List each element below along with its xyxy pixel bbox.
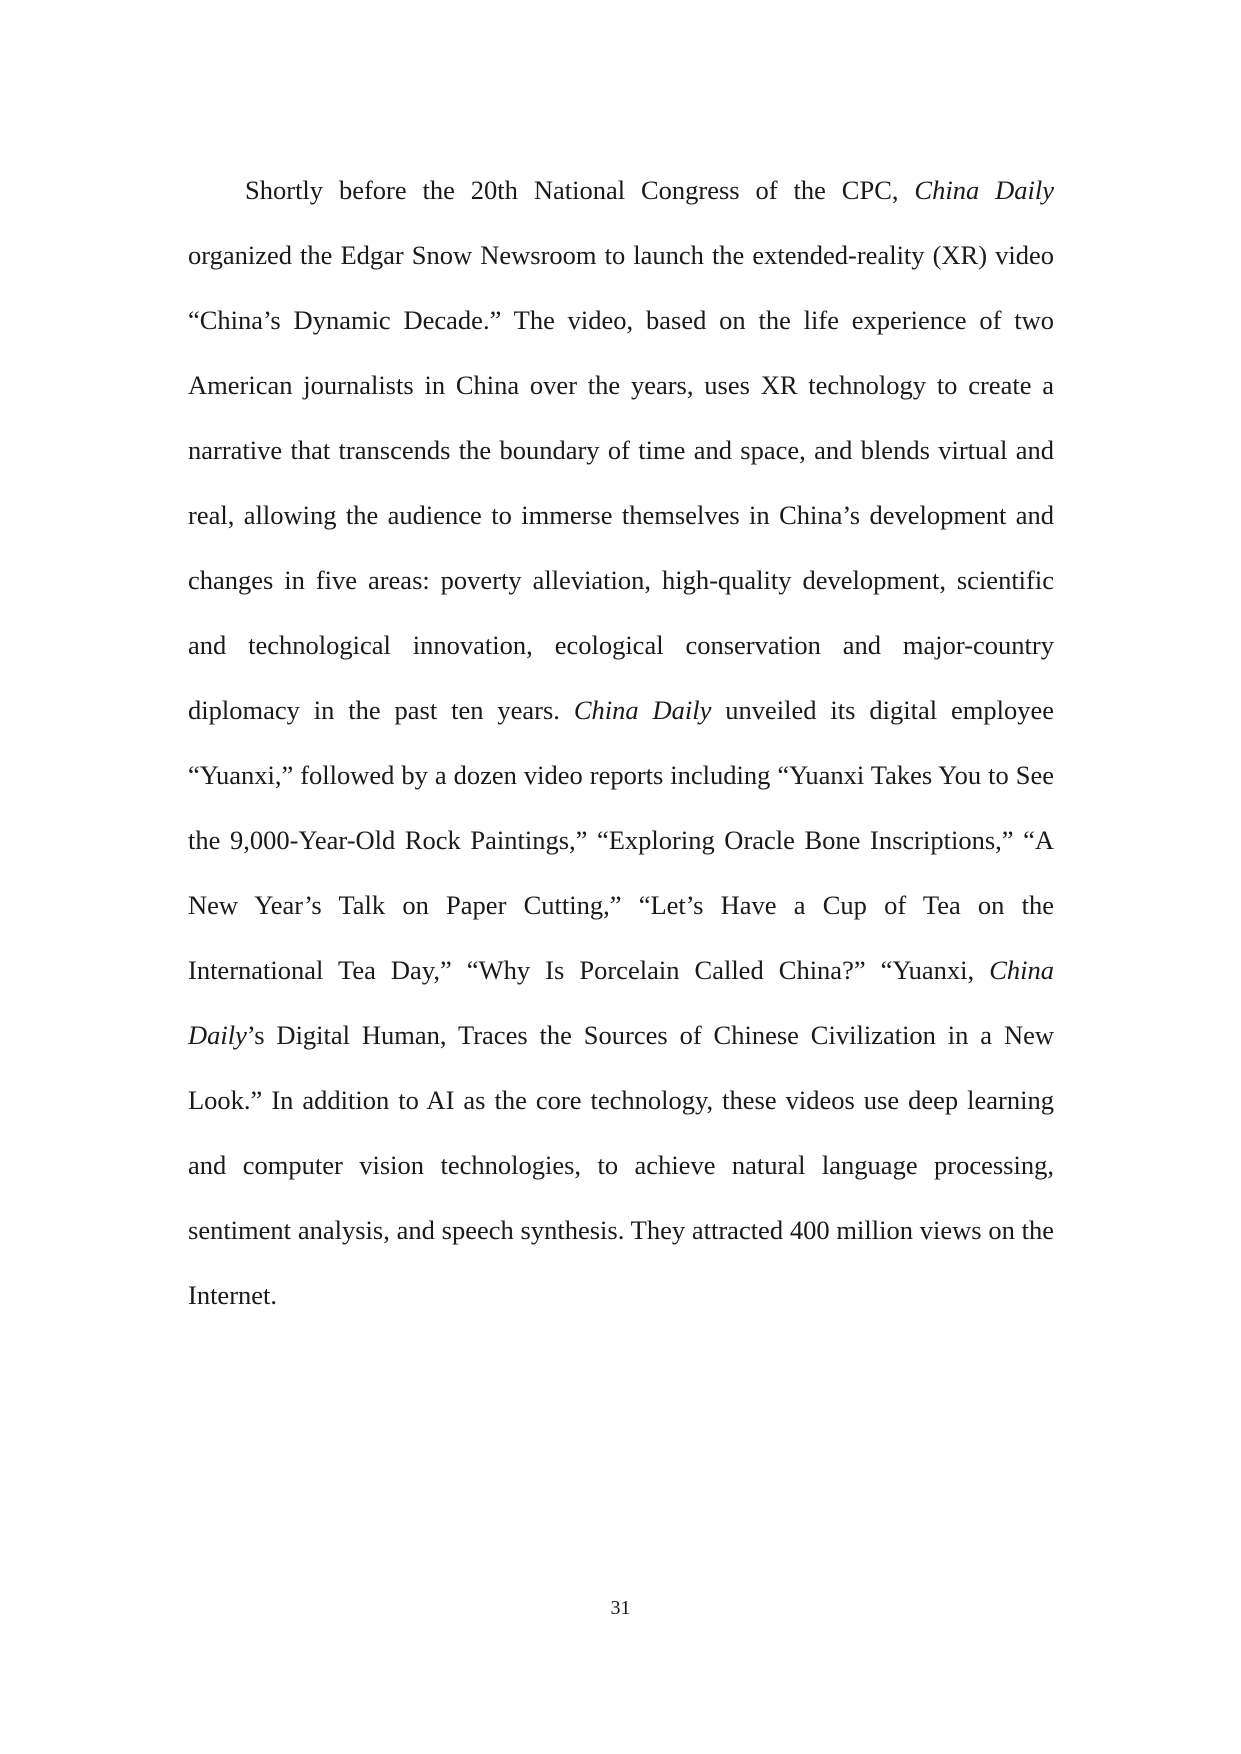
page-number: 31	[610, 1597, 631, 1619]
text-run: ’s Digital Human, Traces the Sources of Chinese Civilization in a New Look.” In addition to AI as the core technology, these videos use deep learning and computer vision technologies, to achieve natural language processing, sentiment analysis, and speech synthesis. They attracted 400 million views on the Internet.	[188, 1020, 1054, 1310]
text-run: organized the Edgar Snow Newsroom to launch the extended-reality (XR) video “China’s Dynamic Decade.” The video, based on the life experience of two American journalists in China over the years, uses XR technology to create a narrative that transcends the boundary of time and space, and blends virtual and real, allowing the audience to immerse themselves in China’s development and changes in five areas: poverty alleviation, high-quality development, scientific and technological innovation, ecological conservation and major-country diplomacy in the past ten years.	[188, 240, 1054, 725]
publication-name-italic: China Daily	[914, 175, 1054, 205]
text-run: unveiled its digital employee “Yuanxi,” followed by a dozen video reports including “Yuanxi Takes You to See the 9,000-Year-Old Rock Paintings,” “Exploring Oracle Bone Inscriptions,” “A New Year’s Talk on Paper Cutting,” “Let’s Have a Cup of Tea on the International Tea Day,” “Why Is Porcelain Called China?” “Yuanxi,	[188, 695, 1054, 985]
body-paragraph	[188, 158, 1054, 1328]
publication-name-italic: China Daily	[573, 695, 712, 725]
publication-name-italic: China Daily	[188, 955, 1054, 1050]
text-run: Shortly before the 20th National Congress of the CPC,	[245, 175, 915, 205]
